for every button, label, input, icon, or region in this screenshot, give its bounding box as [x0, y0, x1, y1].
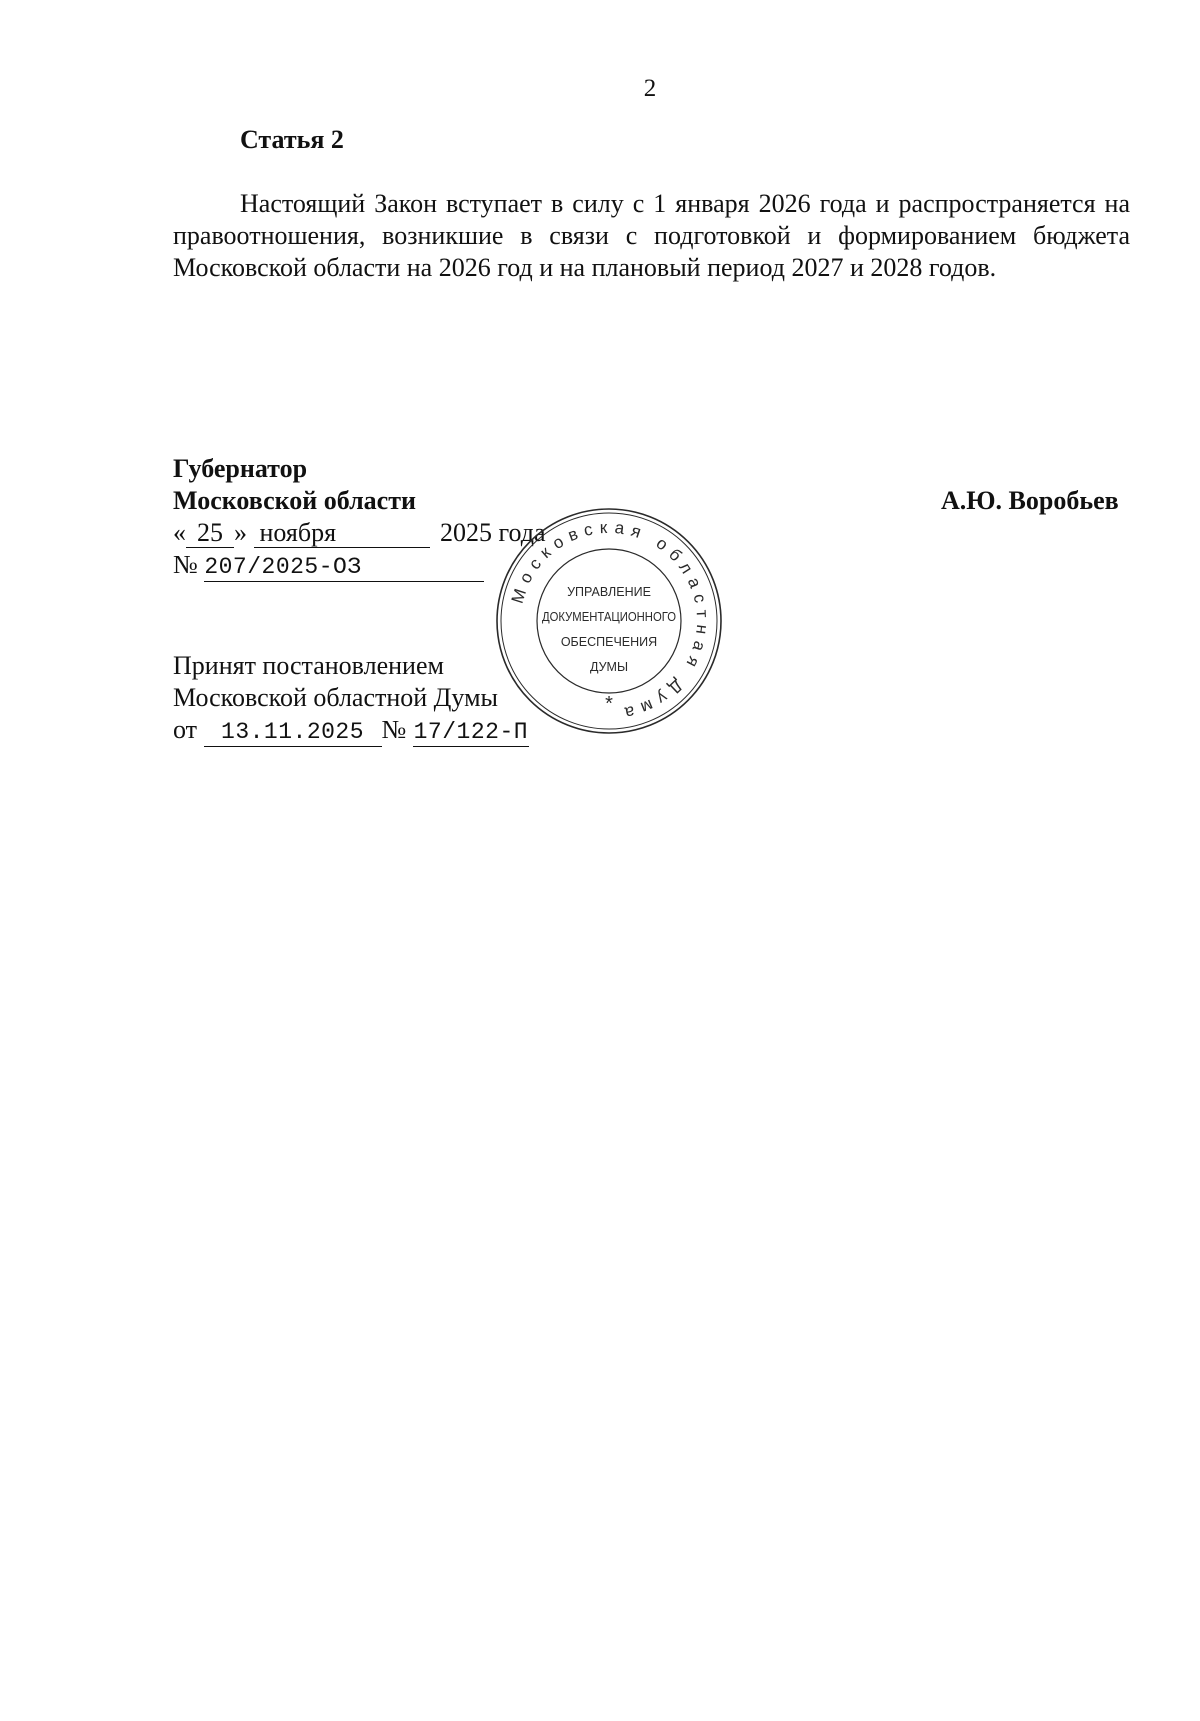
signatory-position	[173, 453, 416, 517]
adoption-date: 13.11.2025	[204, 718, 382, 747]
stamp-center-line-3: ОБЕСПЕЧЕНИЯ	[560, 635, 658, 649]
signatory-name: А.Ю. Воробьев	[941, 486, 1119, 515]
adoption-date-line	[173, 714, 529, 747]
stamp-center-line-1: УПРАВЛЕНИЕ	[567, 585, 651, 599]
date-open-quote: «	[173, 518, 186, 547]
signatory-position-line2: Московской области	[173, 486, 416, 515]
adoption-number: 17/122-П	[413, 719, 529, 745]
law-number: 207/2025-ОЗ	[204, 553, 484, 582]
article-paragraph-text: Настоящий Закон вступает в силу с 1 января 2026 года и распространяется на правоотношения, возникшие в связи с подготовкой и формированием бюджета Московской области на 2026 год и на плановый период 2027 и 2028 годов.	[173, 189, 1130, 282]
stamp-star: *	[605, 693, 613, 715]
law-number-sign: №	[173, 550, 198, 579]
stamp-center-line-2: ДОКУМЕНТАЦИОННОГО	[542, 610, 677, 624]
signatory-position-line1: Губернатор	[173, 454, 308, 483]
adoption-from-label: от	[173, 715, 198, 744]
signing-date-line	[173, 517, 546, 549]
date-close-quote: »	[234, 518, 247, 547]
article-title: Статья 2	[240, 125, 344, 154]
page-number: 2	[643, 75, 657, 102]
adoption-line1: Принят постановлением	[173, 651, 444, 680]
signing-month: ноября	[254, 519, 430, 548]
stamp-center-line-4: ДУМЫ	[589, 660, 629, 674]
stamp-ring-text: Московская областная Дума	[507, 517, 713, 724]
article-paragraph	[173, 188, 1130, 284]
adoption-line2: Московской областной Думы	[173, 683, 498, 712]
law-number-line	[173, 549, 484, 582]
official-stamp	[493, 505, 725, 737]
signing-day: 25	[186, 519, 234, 548]
stamp-svg	[493, 505, 725, 737]
signing-year: 2025 года	[440, 518, 546, 547]
adoption-number-sign: №	[381, 715, 407, 744]
